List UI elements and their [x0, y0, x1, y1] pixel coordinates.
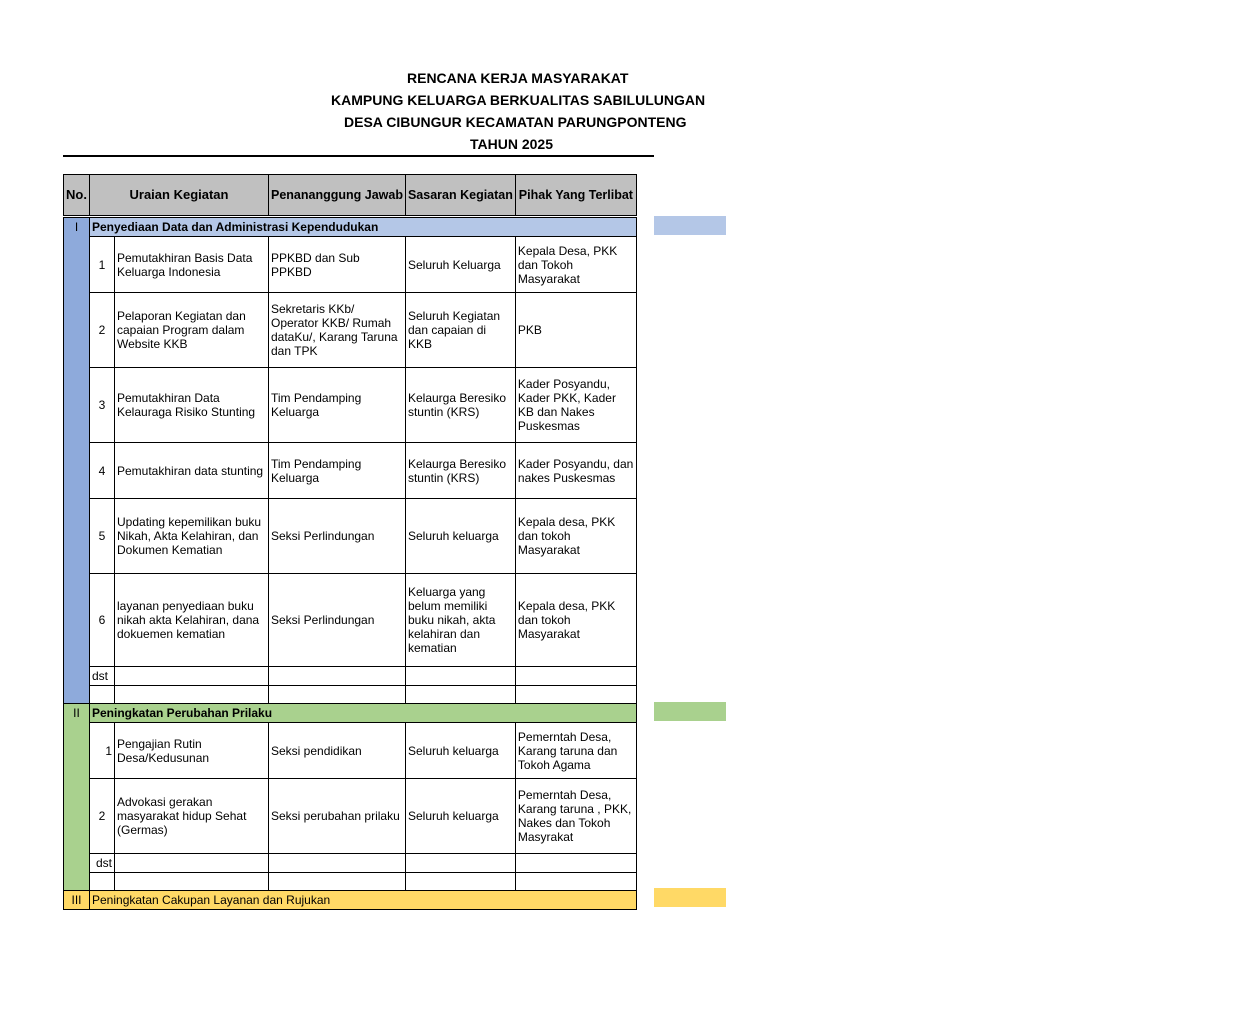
table-header-row	[64, 175, 637, 216]
cell-uraian: Pemutakhiran Data Kelauraga Risiko Stunting	[115, 368, 269, 443]
title-underline	[63, 155, 654, 157]
title-line-2: KAMPUNG KELUARGA BERKUALITAS SABILULUNGAN	[331, 92, 706, 108]
cell-sasaran: Seluruh keluarga	[405, 723, 515, 779]
cell-pihak: Kepala desa, PKK dan tokoh Masyarakat	[515, 499, 636, 574]
section-color-cell	[64, 686, 90, 704]
table-row	[64, 779, 637, 854]
work-plan-table	[63, 174, 637, 910]
title-line-3: DESA CIBUNGUR KECAMATAN PARUNGPONTENG	[344, 114, 687, 130]
cell-uraian: Pemutakhiran data stunting	[115, 443, 269, 499]
section-3-bar-extension	[654, 888, 726, 907]
section-number: II	[64, 704, 90, 723]
section-row	[64, 891, 637, 910]
cell-penanggung: Seksi Perlindungan	[269, 574, 406, 667]
cell-penanggung: Seksi perubahan prilaku	[269, 779, 406, 854]
row-number: 2	[90, 293, 115, 368]
table-row	[64, 443, 637, 499]
table-row	[64, 723, 637, 779]
section-color-cell	[64, 293, 90, 368]
table-row	[64, 237, 637, 293]
cell-pihak: Kader Posyandu, Kader PKK, Kader KB dan Nakes Puskesmas	[515, 368, 636, 443]
table-row	[64, 667, 637, 686]
cell-pihak: Kepala Desa, PKK dan Tokoh Masyarakat	[515, 237, 636, 293]
section-number: III	[64, 891, 90, 910]
row-number: 2	[90, 779, 115, 854]
row-number: 1	[90, 237, 115, 293]
table-row	[64, 686, 637, 704]
cell-sasaran: Seluruh keluarga	[405, 779, 515, 854]
row-number: 4	[90, 443, 115, 499]
section-title: Peningkatan Cakupan Layanan dan Rujukan	[90, 891, 637, 910]
row-number: 6	[90, 574, 115, 667]
row-number: 5	[90, 499, 115, 574]
cell-penanggung: Seksi pendidikan	[269, 723, 406, 779]
cell-uraian: Pemutakhiran Basis Data Keluarga Indonesia	[115, 237, 269, 293]
cell-pihak: Pemerntah Desa, Karang taruna , PKK, Nakes dan Tokoh Masyrakat	[515, 779, 636, 854]
cell-penanggung: Sekretaris KKb/ Operator KKB/ Rumah dataKu/, Karang Taruna dan TPK	[269, 293, 406, 368]
cell-uraian: Updating kepemilikan buku Nikah, Akta Kelahiran, dan Dokumen Kematian	[115, 499, 269, 574]
section-1-bar-extension	[654, 216, 726, 235]
section-color-cell	[64, 443, 90, 499]
cell-sasaran: Seluruh Keluarga	[405, 237, 515, 293]
section-2-bar-extension	[654, 702, 726, 721]
table-row	[64, 873, 637, 891]
cell-sasaran: Kelaurga Beresiko stuntin (KRS)	[405, 368, 515, 443]
cell-sasaran: Kelaurga Beresiko stuntin (KRS)	[405, 443, 515, 499]
section-title: Peningkatan Perubahan Prilaku	[90, 704, 637, 723]
cell-penanggung: PPKBD dan Sub PPKBD	[269, 237, 406, 293]
header-pihak: Pihak Yang Terlibat	[515, 175, 636, 216]
section-color-cell	[64, 368, 90, 443]
cell-pihak: Kepala desa, PKK dan tokoh Masyarakat	[515, 574, 636, 667]
cell-sasaran: Seluruh keluarga	[405, 499, 515, 574]
section-number: I	[64, 218, 90, 237]
section-color-cell	[64, 873, 90, 891]
table-row	[64, 293, 637, 368]
section-color-cell	[64, 499, 90, 574]
cell-penanggung: Tim Pendamping Keluarga	[269, 443, 406, 499]
table-row	[64, 368, 637, 443]
cell-uraian: layanan penyediaan buku nikah akta Kelahiran, dana dokuemen kematian	[115, 574, 269, 667]
cell-penanggung: Tim Pendamping Keluarga	[269, 368, 406, 443]
cell-pihak: PKB	[515, 293, 636, 368]
cell-sasaran: Keluarga yang belum memiliki buku nikah, akta kelahiran dan kematian	[405, 574, 515, 667]
section-color-cell	[64, 667, 90, 686]
table-row	[64, 499, 637, 574]
title-line-4: TAHUN 2025	[470, 136, 553, 152]
dst-label: dst	[90, 854, 115, 873]
table-row	[64, 854, 637, 873]
section-color-cell	[64, 723, 90, 779]
header-uraian: Uraian Kegiatan	[90, 175, 269, 216]
cell-penanggung: Seksi Perlindungan	[269, 499, 406, 574]
title-block	[0, 60, 706, 160]
cell-pihak: Kader Posyandu, dan nakes Puskesmas	[515, 443, 636, 499]
section-color-cell	[64, 779, 90, 854]
section-row	[64, 218, 637, 237]
cell-pihak: Pemerntah Desa, Karang taruna dan Tokoh Agama	[515, 723, 636, 779]
section-row	[64, 704, 637, 723]
header-sasaran: Sasaran Kegiatan	[405, 175, 515, 216]
cell-sasaran: Seluruh Kegiatan dan capaian di KKB	[405, 293, 515, 368]
section-color-cell	[64, 237, 90, 293]
title-line-1: RENCANA KERJA MASYARAKAT	[407, 70, 629, 86]
header-no: No.	[64, 175, 90, 216]
cell-uraian: Pelaporan Kegiatan dan capaian Program dalam Website KKB	[115, 293, 269, 368]
section-title: Penyediaan Data dan Administrasi Kependudukan	[90, 218, 637, 237]
dst-label: dst	[90, 667, 115, 686]
cell-uraian: Pengajian Rutin Desa/Kedusunan	[115, 723, 269, 779]
section-color-cell	[64, 854, 90, 873]
section-color-cell	[64, 574, 90, 667]
table-row	[64, 574, 637, 667]
row-number: 1	[90, 723, 115, 779]
header-penanggung: Penananggung Jawab	[269, 175, 406, 216]
row-number: 3	[90, 368, 115, 443]
cell-uraian: Advokasi gerakan masyarakat hidup Sehat (Germas)	[115, 779, 269, 854]
